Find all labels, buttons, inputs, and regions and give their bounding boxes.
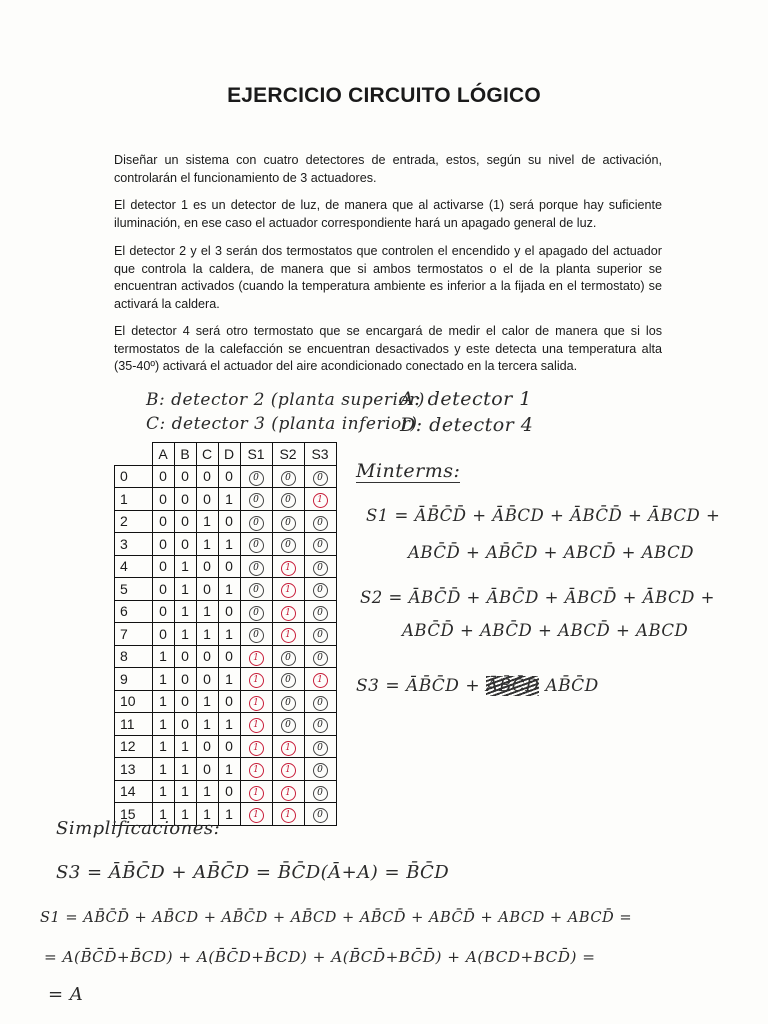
row-index: 3 (115, 533, 153, 556)
input-cell: 1 (218, 623, 240, 646)
output-cell (272, 578, 304, 601)
output-cell (272, 510, 304, 533)
output-mark: 0 (313, 628, 328, 643)
input-cell: 1 (152, 645, 174, 668)
output-mark: 0 (313, 718, 328, 733)
output-cell (240, 533, 272, 556)
output-mark: 1 (281, 561, 296, 576)
output-cell (240, 645, 272, 668)
input-cell: 0 (152, 465, 174, 488)
output-cell (240, 713, 272, 736)
input-cell: 0 (152, 578, 174, 601)
output-mark: 0 (281, 471, 296, 486)
output-mark: 0 (313, 651, 328, 666)
input-cell: 0 (174, 488, 196, 511)
input-cell: 1 (196, 803, 218, 826)
output-mark: 0 (313, 561, 328, 576)
output-cell (272, 690, 304, 713)
output-cell (304, 623, 336, 646)
output-cell (304, 510, 336, 533)
input-cell: 1 (174, 758, 196, 781)
output-cell (240, 623, 272, 646)
output-mark: 0 (313, 583, 328, 598)
row-index: 15 (115, 803, 153, 826)
output-cell (304, 488, 336, 511)
input-cell: 0 (174, 690, 196, 713)
input-cell: 1 (152, 668, 174, 691)
paragraph-1: Diseñar un sistema con cuatro detectores de entrada, estos, según su nivel de activación, controlarán el funcionamiento de 3 actuadores. (114, 153, 662, 185)
input-cell: 0 (196, 735, 218, 758)
input-cell: 0 (196, 645, 218, 668)
input-cell: 1 (174, 555, 196, 578)
input-cell: 1 (218, 803, 240, 826)
output-mark: 0 (249, 628, 264, 643)
paragraph-2: El detector 1 es un detector de luz, de manera que al activarse (1) será porque hay suficiente iluminación, en ese caso el actuador correspondiente hará un apagado general de luz. (114, 198, 662, 230)
input-cell: 1 (218, 533, 240, 556)
input-cell: 0 (218, 510, 240, 533)
input-cell: 0 (152, 623, 174, 646)
input-cell: 0 (152, 600, 174, 623)
row-index: 1 (115, 488, 153, 511)
output-mark: 0 (249, 538, 264, 553)
table-row (115, 735, 337, 758)
output-mark: 0 (281, 673, 296, 688)
output-cell (272, 803, 304, 826)
row-index: 4 (115, 555, 153, 578)
output-cell (240, 803, 272, 826)
output-cell (240, 465, 272, 488)
output-mark: 0 (281, 696, 296, 711)
input-cell: 1 (174, 578, 196, 601)
output-cell (272, 735, 304, 758)
output-mark: 0 (281, 493, 296, 508)
output-cell (272, 623, 304, 646)
output-mark: 0 (313, 696, 328, 711)
input-cell: 0 (218, 465, 240, 488)
input-cell: 0 (174, 713, 196, 736)
table-header-row (115, 443, 337, 466)
output-cell (304, 713, 336, 736)
output-mark: 0 (249, 471, 264, 486)
output-cell (272, 713, 304, 736)
row-index: 14 (115, 780, 153, 803)
row-index: 10 (115, 690, 153, 713)
input-cell: 0 (152, 555, 174, 578)
table-row (115, 623, 337, 646)
output-cell (272, 465, 304, 488)
s3-minterms-part2: AB̄C̄D (545, 676, 599, 696)
output-mark: 0 (313, 471, 328, 486)
table-row (115, 488, 337, 511)
simplifications-label: Simplificaciones: (56, 818, 221, 839)
paragraph-4: El detector 4 será otro termostato que se encargará de medir el calor de manera que si los termostatos de la calefacción se encuentran desactivados y este detecta una temperatura alta (35-40º) activará el actuador del aire acondicionado conectado en la tercera salida. (114, 324, 662, 373)
column-header (115, 443, 153, 466)
s3-minterms-part1: S3 = ĀB̄C̄D + (356, 676, 481, 696)
input-cell: 0 (218, 690, 240, 713)
output-mark: 1 (281, 786, 296, 801)
output-cell (272, 645, 304, 668)
input-cell: 1 (196, 690, 218, 713)
output-mark: 1 (281, 583, 296, 598)
row-index: 2 (115, 510, 153, 533)
input-cell: 0 (196, 578, 218, 601)
table-row (115, 600, 337, 623)
page-title: EJERCICIO CIRCUITO LÓGICO (227, 84, 541, 107)
input-cell: 1 (196, 780, 218, 803)
table-row (115, 645, 337, 668)
table-row (115, 758, 337, 781)
output-cell (304, 690, 336, 713)
input-cell: 1 (174, 600, 196, 623)
output-mark: 1 (249, 741, 264, 756)
input-cell: 0 (152, 533, 174, 556)
output-mark: 0 (249, 561, 264, 576)
row-index: 5 (115, 578, 153, 601)
input-cell: 0 (196, 465, 218, 488)
output-cell (240, 735, 272, 758)
output-cell (304, 555, 336, 578)
legend-c: C: detector 3 (planta inferior) (146, 414, 418, 434)
input-cell: 1 (218, 758, 240, 781)
output-cell (304, 780, 336, 803)
column-header: D (218, 443, 240, 466)
input-cell: 1 (218, 578, 240, 601)
column-header: S1 (240, 443, 272, 466)
simp-s3: S3 = ĀB̄C̄D + AB̄C̄D = B̄C̄D(Ā+A) = B̄C̄D (56, 862, 450, 883)
output-mark: 1 (313, 673, 328, 688)
output-cell (240, 780, 272, 803)
minterms-label: Minterms: (356, 460, 461, 482)
output-cell (304, 668, 336, 691)
input-cell: 1 (152, 803, 174, 826)
output-cell (272, 555, 304, 578)
input-cell: 0 (152, 488, 174, 511)
column-header: S3 (304, 443, 336, 466)
output-cell (240, 758, 272, 781)
output-cell (304, 600, 336, 623)
table-row (115, 713, 337, 736)
truth-table (114, 442, 337, 826)
output-mark: 0 (249, 493, 264, 508)
column-header: B (174, 443, 196, 466)
input-cell: 1 (196, 713, 218, 736)
input-cell: 0 (196, 668, 218, 691)
row-index: 6 (115, 600, 153, 623)
simp-s1-line3: = A (48, 984, 84, 1005)
input-cell: 1 (196, 533, 218, 556)
row-index: 9 (115, 668, 153, 691)
column-header: S2 (272, 443, 304, 466)
output-mark: 1 (249, 651, 264, 666)
output-cell (304, 735, 336, 758)
s1-minterms-line1: S1 = ĀB̄C̄D̄ + ĀB̄CD + ĀBC̄D̄ + ĀBCD + (366, 506, 721, 525)
output-mark: 0 (281, 651, 296, 666)
s1-minterms-line2: ABC̄D̄ + AB̄C̄D + ABCD̄ + ABCD (408, 543, 694, 562)
input-cell: 1 (174, 623, 196, 646)
s2-minterms-line2: ABC̄D̄ + ABC̄D + ABCD̄ + ABCD (402, 621, 689, 640)
input-cell: 1 (196, 623, 218, 646)
row-index: 0 (115, 465, 153, 488)
input-cell: 0 (196, 555, 218, 578)
output-cell (304, 645, 336, 668)
column-header: A (152, 443, 174, 466)
output-cell (272, 758, 304, 781)
output-cell (304, 758, 336, 781)
input-cell: 0 (152, 510, 174, 533)
s2-minterms-line1: S2 = ĀBC̄D̄ + ĀBC̄D + ĀBCD̄ + ĀBCD + (360, 588, 715, 607)
input-cell: 0 (218, 780, 240, 803)
output-mark: 1 (249, 763, 264, 778)
output-mark: 1 (249, 673, 264, 688)
output-mark: 0 (249, 606, 264, 621)
output-mark: 1 (281, 763, 296, 778)
paragraph-3: El detector 2 y el 3 serán dos termostatos que controlen el encendido y el apagado del actuador que controla la caldera, de manera que si ambos termostatos o el de la planta superior se encuentran activados (cuando la temperatura ambiente es inferior a la fijada en el termostato) se activará la caldera. (114, 244, 662, 311)
column-header: C (196, 443, 218, 466)
input-cell: 1 (152, 735, 174, 758)
input-cell: 0 (174, 465, 196, 488)
output-mark: 0 (313, 606, 328, 621)
row-index: 13 (115, 758, 153, 781)
legend-d: D: detector 4 (400, 414, 534, 436)
input-cell: 0 (196, 488, 218, 511)
input-cell: 1 (174, 735, 196, 758)
row-index: 11 (115, 713, 153, 736)
input-cell: 0 (174, 668, 196, 691)
output-cell (272, 488, 304, 511)
output-mark: 1 (249, 808, 264, 823)
output-cell (272, 600, 304, 623)
input-cell: 1 (152, 780, 174, 803)
output-mark: 0 (249, 516, 264, 531)
input-cell: 1 (174, 803, 196, 826)
input-cell: 1 (218, 713, 240, 736)
input-cell: 0 (174, 533, 196, 556)
table-row (115, 465, 337, 488)
output-cell (240, 578, 272, 601)
input-cell: 1 (218, 668, 240, 691)
output-cell (240, 600, 272, 623)
output-mark: 0 (281, 718, 296, 733)
output-cell (272, 780, 304, 803)
row-index: 12 (115, 735, 153, 758)
table-row (115, 555, 337, 578)
input-cell: 0 (174, 645, 196, 668)
s3-minterms (356, 676, 599, 696)
output-mark: 0 (313, 763, 328, 778)
row-index: 7 (115, 623, 153, 646)
table-row (115, 780, 337, 803)
table-row (115, 668, 337, 691)
output-mark: 0 (313, 516, 328, 531)
input-cell: 1 (218, 488, 240, 511)
output-mark: 0 (313, 786, 328, 801)
output-mark: 1 (313, 493, 328, 508)
input-cell: 0 (174, 510, 196, 533)
input-cell: 0 (218, 645, 240, 668)
table-row (115, 533, 337, 556)
simp-s1-line2: = A(B̄C̄D̄+B̄CD) + A(B̄C̄D+B̄CD) + A(B̄CD̄+BC̄D̄) + A(BCD+BCD̄) = (44, 948, 596, 966)
output-mark: 1 (281, 741, 296, 756)
output-mark: 0 (313, 741, 328, 756)
input-cell: 1 (152, 713, 174, 736)
table-row (115, 578, 337, 601)
s3-struck-term: ĀB̄C̄D (485, 676, 540, 696)
input-cell: 0 (218, 735, 240, 758)
table-row (115, 510, 337, 533)
output-cell (240, 488, 272, 511)
output-cell (304, 803, 336, 826)
output-cell (240, 510, 272, 533)
output-mark: 1 (249, 696, 264, 711)
output-mark: 0 (281, 538, 296, 553)
input-cell: 1 (196, 510, 218, 533)
output-cell (304, 465, 336, 488)
output-cell (272, 668, 304, 691)
legend-b: B: detector 2 (planta superior) (146, 390, 425, 410)
legend-a: A: detector 1 (400, 388, 532, 410)
input-cell: 0 (218, 555, 240, 578)
output-cell (304, 533, 336, 556)
output-mark: 1 (249, 718, 264, 733)
input-cell: 0 (196, 758, 218, 781)
output-cell (272, 533, 304, 556)
input-cell: 1 (174, 780, 196, 803)
input-cell: 1 (152, 690, 174, 713)
output-cell (304, 578, 336, 601)
output-mark: 1 (281, 606, 296, 621)
input-cell: 1 (196, 600, 218, 623)
input-cell: 0 (218, 600, 240, 623)
output-mark: 0 (281, 516, 296, 531)
input-cell: 1 (152, 758, 174, 781)
output-mark: 0 (313, 538, 328, 553)
row-index: 8 (115, 645, 153, 668)
output-mark: 0 (313, 808, 328, 823)
table-row (115, 690, 337, 713)
output-mark: 0 (249, 583, 264, 598)
output-mark: 1 (281, 628, 296, 643)
output-mark: 1 (281, 808, 296, 823)
simp-s1-line1: S1 = AB̄C̄D̄ + AB̄CD + AB̄C̄D + AB̄CD + AB̄CD̄ + ABC̄D̄ + ABCD + ABCD̄ = (40, 909, 633, 926)
output-mark: 1 (249, 786, 264, 801)
output-cell (240, 555, 272, 578)
output-cell (240, 690, 272, 713)
output-cell (240, 668, 272, 691)
